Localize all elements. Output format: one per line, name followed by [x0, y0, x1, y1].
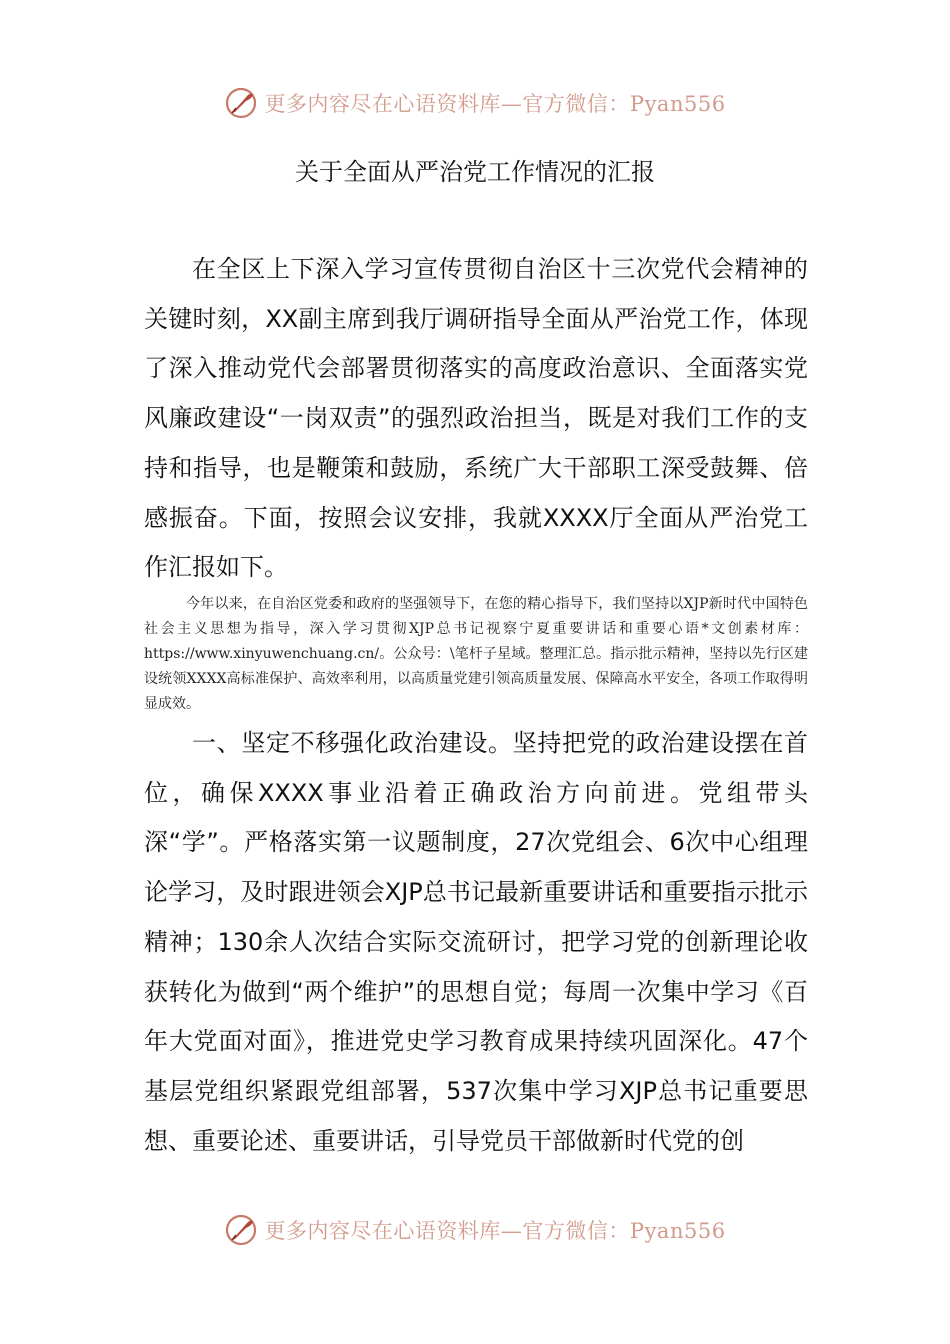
header-watermark-banner [0, 83, 950, 123]
body-paragraph-section-one: 一、坚定不移强化政治建设。坚持把党的政治建设摆在首位，确保XXXX事业沿着正确政治方向前进。党组带头深“学”。严格落实第一议题制度，27次党组会、6次中心组理论学习，及时跟进领会XJP总书记最新重要讲话和重要指示批示精神；130余人次结合实际交流研讨，把学习党的创新理论收获转化为做到“两个维护”的思想自觉；每周一次集中学习《百年大党面对面》，推进党史学习教育成果持续巩固深化。47个基层党组织紧跟党组部署，537次集中学习XJP总书记重要思想、重要论述、重要讲话，引导党员干部做新时代党的创 [144, 729, 808, 1155]
footer-watermark-banner [0, 1210, 950, 1250]
quill-pen-logo-icon [224, 86, 258, 120]
footer-banner-text: 更多内容尽在心语资料库—官方微信：Pyan556 [264, 1219, 726, 1243]
body-paragraph-intro: 在全区上下深入学习宣传贯彻自治区十三次党代会精神的关键时刻，XX副主席到我厅调研指导全面从严治党工作，体现了深入推动党代会部署贯彻落实的高度政治意识、全面落实党风廉政建设“一岗双责”的强烈政治担当，既是对我们工作的支持和指导，也是鞭策和鼓励，系统广大干部职工深受鼓舞、倍感振奋。下面，按照会议安排，我就XXXX厅全面从严治党工作汇报如下。 [144, 255, 808, 582]
body-paragraph-small-print: 今年以来，在自治区党委和政府的坚强领导下，在您的精心指导下，我们坚持以XJP新时代中国特色社会主义思想为指导，深入学习贯彻XJP总书记视察宁夏重要讲话和重要心语*文创素材库：https://www.xinyuwenchuang.cn/。公众号：\笔杆子星域。整理汇总。指示批示精神，坚持以先行区建设统领XXXX高标准保护、高效率利用，以高质量党建引领高质量发展、保障高水平安全，各项工作取得明显成效。 [144, 596, 808, 712]
header-banner-text: 更多内容尽在心语资料库—官方微信：Pyan556 [264, 92, 726, 116]
quill-pen-logo-icon [224, 1213, 258, 1247]
document-title: 关于全面从严治党工作情况的汇报 [295, 158, 655, 186]
